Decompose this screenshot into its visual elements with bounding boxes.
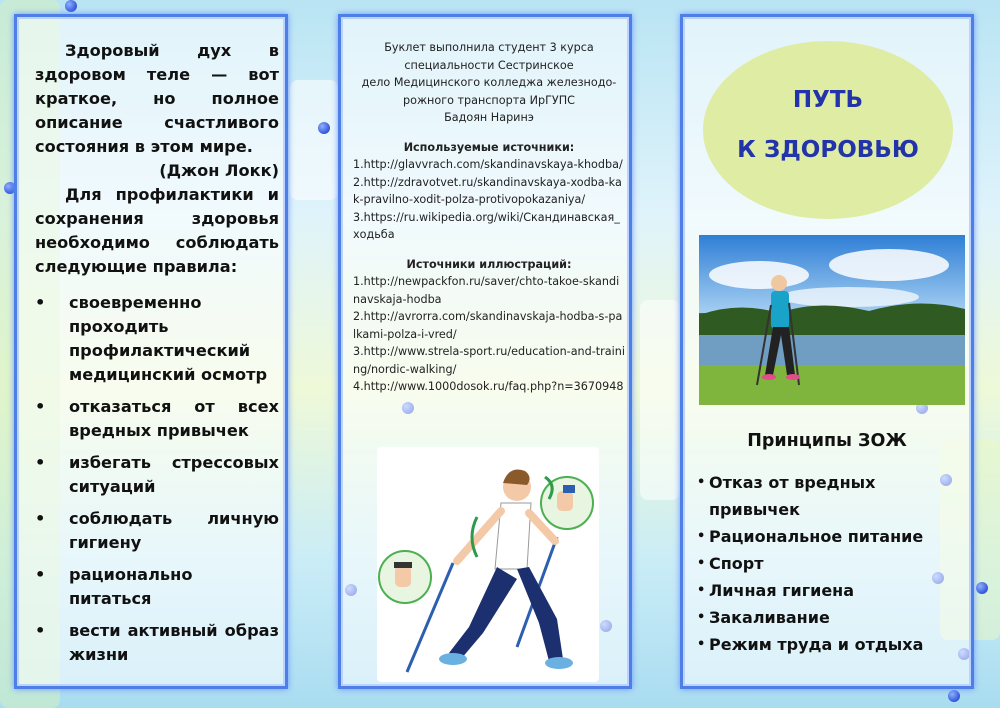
bullet-icon: •	[697, 583, 706, 598]
bullet-icon: •	[697, 529, 706, 544]
list-item: • Спорт	[697, 550, 967, 577]
illustrations-title: Источники иллюстраций:	[406, 257, 572, 271]
bullet-icon: •	[697, 610, 706, 625]
list-item: • Личная гигиена	[697, 577, 967, 604]
illustration-link[interactable]: 4.http://www.1000dosok.ru/faq.php?n=3670948	[353, 380, 624, 393]
bullet-icon: •	[35, 621, 46, 640]
list-item: • отказаться от всех вредных привычек	[35, 397, 279, 440]
credits-line: Буклет выполнила студент 3 курса	[384, 41, 594, 54]
bullet-icon: •	[697, 556, 706, 571]
principles-title: Принципы ЗОЖ	[747, 431, 907, 451]
list-item: • Рациональное питание	[697, 523, 967, 550]
principles-list	[697, 469, 967, 658]
list-item: • Закаливание	[697, 604, 967, 631]
illustration-link[interactable]: 3.http://www.strela-sport.ru/education-and-training/nordic-walking/	[353, 345, 625, 376]
credits-block	[353, 39, 625, 396]
background-shape	[640, 300, 680, 500]
left-panel	[14, 14, 288, 689]
decor-dot	[948, 690, 960, 702]
list-item: • Отказ от вредных привычек	[697, 469, 967, 523]
source-link[interactable]: 1.http://glavvrach.com/skandinavskaya-khodba/	[353, 158, 623, 171]
bullet-icon: •	[35, 293, 46, 312]
middle-panel	[338, 14, 632, 689]
list-item: • Режим труда и отдыха	[697, 631, 967, 658]
source-link[interactable]: 2.http://zdravotvet.ru/skandinavskaya-xodba-kak-pravilno-xodit-polza-protivopokazaniya/	[353, 175, 622, 206]
bullet-icon: •	[697, 637, 706, 652]
quote-author: (Джон Локк)	[159, 161, 279, 180]
bullet-icon: •	[35, 453, 46, 472]
right-panel	[680, 14, 974, 689]
sources-title: Используемые источники:	[403, 140, 575, 154]
list-item: • избегать стрессовых ситуаций	[35, 453, 279, 496]
page-title: К ЗДОРОВЬЮ	[737, 137, 919, 163]
quote-text: Здоровый дух в здоровом теле — вот краткое, но полное описание счастливого состояния в этом мире.	[35, 41, 279, 156]
left-panel-content	[35, 39, 279, 675]
rules-list	[35, 291, 279, 667]
list-item: • соблюдать личную гигиену	[35, 509, 279, 552]
bullet-icon: •	[35, 565, 46, 584]
list-item: • рационально питаться	[35, 565, 193, 608]
credits-line: дело Медицинского колледжа железнодо-	[361, 76, 617, 89]
list-item: • вести активный образ жизни	[35, 621, 279, 664]
nordic-walking-photo-icon	[699, 235, 965, 405]
credits-line: специальности Сестринское	[404, 58, 574, 72]
credits-line: Бадоян Наринэ	[444, 111, 534, 124]
source-link[interactable]: 3.https://ru.wikipedia.org/wiki/Скандинавская_ходьба	[353, 210, 620, 241]
decor-dot	[318, 122, 330, 134]
rules-intro: Для профилактики и сохранения здоровья необходимо соблюдать следующие правила:	[35, 185, 279, 276]
bullet-icon: •	[697, 475, 706, 490]
decor-dot	[65, 0, 77, 12]
page-title: ПУТЬ	[792, 87, 864, 113]
illustration-link[interactable]: 1.http://newpackfon.ru/saver/chto-takoe-skandinavskaja-hodba	[353, 275, 620, 306]
list-item: • своевременно проходить профилактический медицинский осмотр	[35, 293, 268, 384]
background-shape	[290, 80, 338, 200]
credits-line: рожного транспорта ИрГУПС	[403, 93, 575, 107]
illustration-link[interactable]: 2.http://avrorra.com/skandinavskaja-hodba-s-palkami-polza-i-vred/	[353, 310, 623, 341]
bullet-icon: •	[35, 397, 46, 416]
decor-dot	[976, 582, 988, 594]
nordic-walking-illustration-icon	[377, 447, 599, 682]
bullet-icon: •	[35, 509, 46, 528]
title-oval	[703, 41, 953, 219]
